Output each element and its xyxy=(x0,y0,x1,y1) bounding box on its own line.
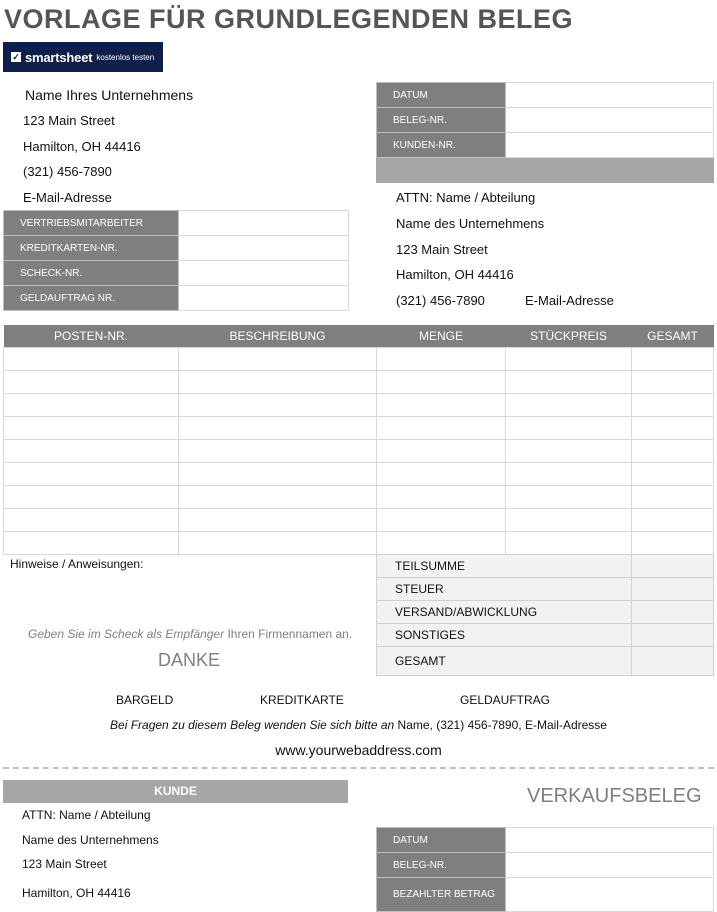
checkbox-logo-icon: ✓ xyxy=(12,52,20,62)
company-name[interactable]: Name Ihres Unternehmens xyxy=(25,87,194,103)
table-cell[interactable] xyxy=(506,531,632,554)
other-label: SONSTIGES xyxy=(377,624,632,647)
column-header-total: GESAMT xyxy=(632,325,714,347)
field-label: DATUM xyxy=(377,828,506,853)
table-cell[interactable] xyxy=(632,508,714,531)
field-label: KREDITKARTEN-NR. xyxy=(4,236,179,261)
table-cell[interactable] xyxy=(506,439,632,462)
bill-to-city[interactable]: Hamilton, OH 44416 xyxy=(396,267,514,282)
company-street[interactable]: 123 Main Street xyxy=(23,113,115,128)
bill-to-attn[interactable]: ATTN: Name / Abteilung xyxy=(396,190,536,205)
bill-to-email[interactable]: E-Mail-Adresse xyxy=(525,293,614,308)
totals-row xyxy=(377,647,714,676)
totals-row xyxy=(377,624,714,647)
table-cell[interactable] xyxy=(4,393,179,416)
totals-row xyxy=(377,601,714,624)
table-cell[interactable] xyxy=(377,485,506,508)
table-cell[interactable] xyxy=(506,347,632,370)
tax-value[interactable] xyxy=(632,578,714,601)
bill-to-street[interactable]: 123 Main Street xyxy=(396,242,488,257)
table-cell[interactable] xyxy=(377,416,506,439)
table-cell[interactable] xyxy=(179,462,377,485)
table-cell[interactable] xyxy=(179,416,377,439)
totals-row xyxy=(377,555,714,578)
shipping-label: VERSAND/ABWICKLUNG xyxy=(377,601,632,624)
column-header-description: BESCHREIBUNG xyxy=(179,325,377,347)
field-label: GELDAUFTRAG NR. xyxy=(4,286,179,311)
field-label: BEZAHLTER BETRAG xyxy=(377,878,506,912)
thank-you-text: DANKE xyxy=(158,650,221,670)
receipt-number-field[interactable] xyxy=(506,108,714,133)
table-row xyxy=(4,508,714,531)
table-cell[interactable] xyxy=(377,393,506,416)
receipt-info-row xyxy=(377,108,714,133)
table-cell[interactable] xyxy=(4,439,179,462)
table-cell[interactable] xyxy=(632,370,714,393)
grand-total-label: GESAMT xyxy=(377,647,632,676)
logo-cta: kostenlos testen xyxy=(96,52,155,62)
table-cell[interactable] xyxy=(506,393,632,416)
table-cell[interactable] xyxy=(377,462,506,485)
table-cell[interactable] xyxy=(179,439,377,462)
table-cell[interactable] xyxy=(179,347,377,370)
table-cell[interactable] xyxy=(632,531,714,554)
field-label: BELEG-NR. xyxy=(377,108,506,133)
cut-line-divider xyxy=(3,767,714,769)
stub-amount-paid-field[interactable] xyxy=(506,878,714,912)
table-cell[interactable] xyxy=(179,531,377,554)
line-items-table xyxy=(3,325,714,555)
column-header-item-number: POSTEN-NR. xyxy=(4,325,179,347)
payment-method-credit-card[interactable]: KREDITKARTE xyxy=(260,693,344,707)
check-note-italic: Geben Sie im Scheck als Empfänger xyxy=(28,627,225,641)
field-label: BELEG-NR. xyxy=(377,853,506,878)
company-phone[interactable]: (321) 456-7890 xyxy=(23,164,112,179)
table-cell[interactable] xyxy=(506,462,632,485)
money-order-number-field[interactable] xyxy=(179,286,349,311)
smartsheet-logo-button[interactable] xyxy=(3,42,163,72)
other-value[interactable] xyxy=(632,624,714,647)
subtotal-value[interactable] xyxy=(632,555,714,578)
column-header-quantity: MENGE xyxy=(377,325,506,347)
table-cell[interactable] xyxy=(377,531,506,554)
tax-label: STEUER xyxy=(377,578,632,601)
table-row xyxy=(4,462,714,485)
table-cell[interactable] xyxy=(632,485,714,508)
stub-city[interactable]: Hamilton, OH 44416 xyxy=(22,886,131,900)
credit-card-number-field[interactable] xyxy=(179,236,349,261)
check-note-normal: Ihren Firmennamen an. xyxy=(224,627,353,641)
table-cell[interactable] xyxy=(632,462,714,485)
field-label: DATUM xyxy=(377,83,506,108)
table-cell[interactable] xyxy=(506,416,632,439)
table-cell[interactable] xyxy=(377,347,506,370)
table-cell[interactable] xyxy=(4,370,179,393)
table-cell[interactable] xyxy=(506,508,632,531)
contact-line xyxy=(0,718,717,732)
table-cell[interactable] xyxy=(377,439,506,462)
table-cell[interactable] xyxy=(632,416,714,439)
logo-brand: smartsheet xyxy=(25,49,93,65)
stub-company[interactable]: Name des Unternehmens xyxy=(22,833,159,847)
table-row xyxy=(4,370,714,393)
table-cell[interactable] xyxy=(179,370,377,393)
check-number-field[interactable] xyxy=(179,261,349,286)
payment-info-table xyxy=(3,210,349,311)
table-row xyxy=(4,347,714,370)
table-cell[interactable] xyxy=(632,439,714,462)
contact-italic: Bei Fragen zu diesem Beleg wenden Sie sich bitte an xyxy=(110,718,395,732)
table-row xyxy=(4,416,714,439)
field-label: VERTRIEBSMITARBEITER xyxy=(4,211,179,236)
table-cell[interactable] xyxy=(377,508,506,531)
table-cell[interactable] xyxy=(179,508,377,531)
table-cell[interactable] xyxy=(4,485,179,508)
stub-attn[interactable]: ATTN: Name / Abteilung xyxy=(22,808,151,822)
subtotal-label: TEILSUMME xyxy=(377,555,632,578)
sales-rep-field[interactable] xyxy=(179,211,349,236)
table-cell[interactable] xyxy=(506,485,632,508)
receipt-info-row xyxy=(377,83,714,108)
table-cell[interactable] xyxy=(4,462,179,485)
table-cell[interactable] xyxy=(4,416,179,439)
shipping-value[interactable] xyxy=(632,601,714,624)
table-cell[interactable] xyxy=(632,393,714,416)
table-cell[interactable] xyxy=(179,393,377,416)
table-cell[interactable] xyxy=(4,508,179,531)
table-row xyxy=(4,531,714,554)
field-label: KUNDEN-NR. xyxy=(377,133,506,158)
page-title: VORLAGE FÜR GRUNDLEGENDEN BELEG xyxy=(4,4,574,34)
table-row xyxy=(4,393,714,416)
payment-method-money-order[interactable]: GELDAUFTRAG xyxy=(460,693,551,707)
stub-receipt-number-field[interactable] xyxy=(506,853,714,878)
check-payee-note xyxy=(28,627,352,641)
bill-to-header-bar xyxy=(377,158,714,183)
customer-number-field[interactable] xyxy=(506,133,714,158)
table-row xyxy=(4,439,714,462)
company-city[interactable]: Hamilton, OH 44416 xyxy=(23,139,141,154)
customer-header: KUNDE xyxy=(3,780,348,803)
table-cell[interactable] xyxy=(4,531,179,554)
field-label: SCHECK-NR. xyxy=(4,261,179,286)
table-cell[interactable] xyxy=(506,370,632,393)
bill-to-company[interactable]: Name des Unternehmens xyxy=(396,216,545,231)
receipt-info-row xyxy=(377,133,714,158)
table-cell[interactable] xyxy=(377,370,506,393)
company-email[interactable]: E-Mail-Adresse xyxy=(23,190,112,205)
stub-street[interactable]: 123 Main Street xyxy=(22,857,107,871)
notes-label: Hinweise / Anweisungen: xyxy=(10,557,144,571)
table-cell[interactable] xyxy=(4,347,179,370)
sales-receipt-title: VERKAUFSBELEG xyxy=(527,785,702,807)
grand-total-value[interactable] xyxy=(632,647,714,676)
payment-method-cash[interactable]: BARGELD xyxy=(116,693,174,707)
bill-to-phone[interactable]: (321) 456-7890 xyxy=(396,293,485,308)
totals-table xyxy=(376,554,714,676)
stub-info-table xyxy=(376,827,714,912)
receipt-info-table xyxy=(376,82,714,183)
column-header-unit-price: STÜCKPREIS xyxy=(506,325,632,347)
contact-details: Name, (321) 456-7890, E-Mail-Adresse xyxy=(394,718,607,732)
date-field[interactable] xyxy=(506,83,714,108)
table-header-row xyxy=(4,325,714,347)
table-cell[interactable] xyxy=(179,485,377,508)
table-row xyxy=(4,485,714,508)
table-cell[interactable] xyxy=(632,347,714,370)
totals-row xyxy=(377,578,714,601)
website-link[interactable]: www.yourwebaddress.com xyxy=(275,742,442,758)
stub-date-field[interactable] xyxy=(506,828,714,853)
